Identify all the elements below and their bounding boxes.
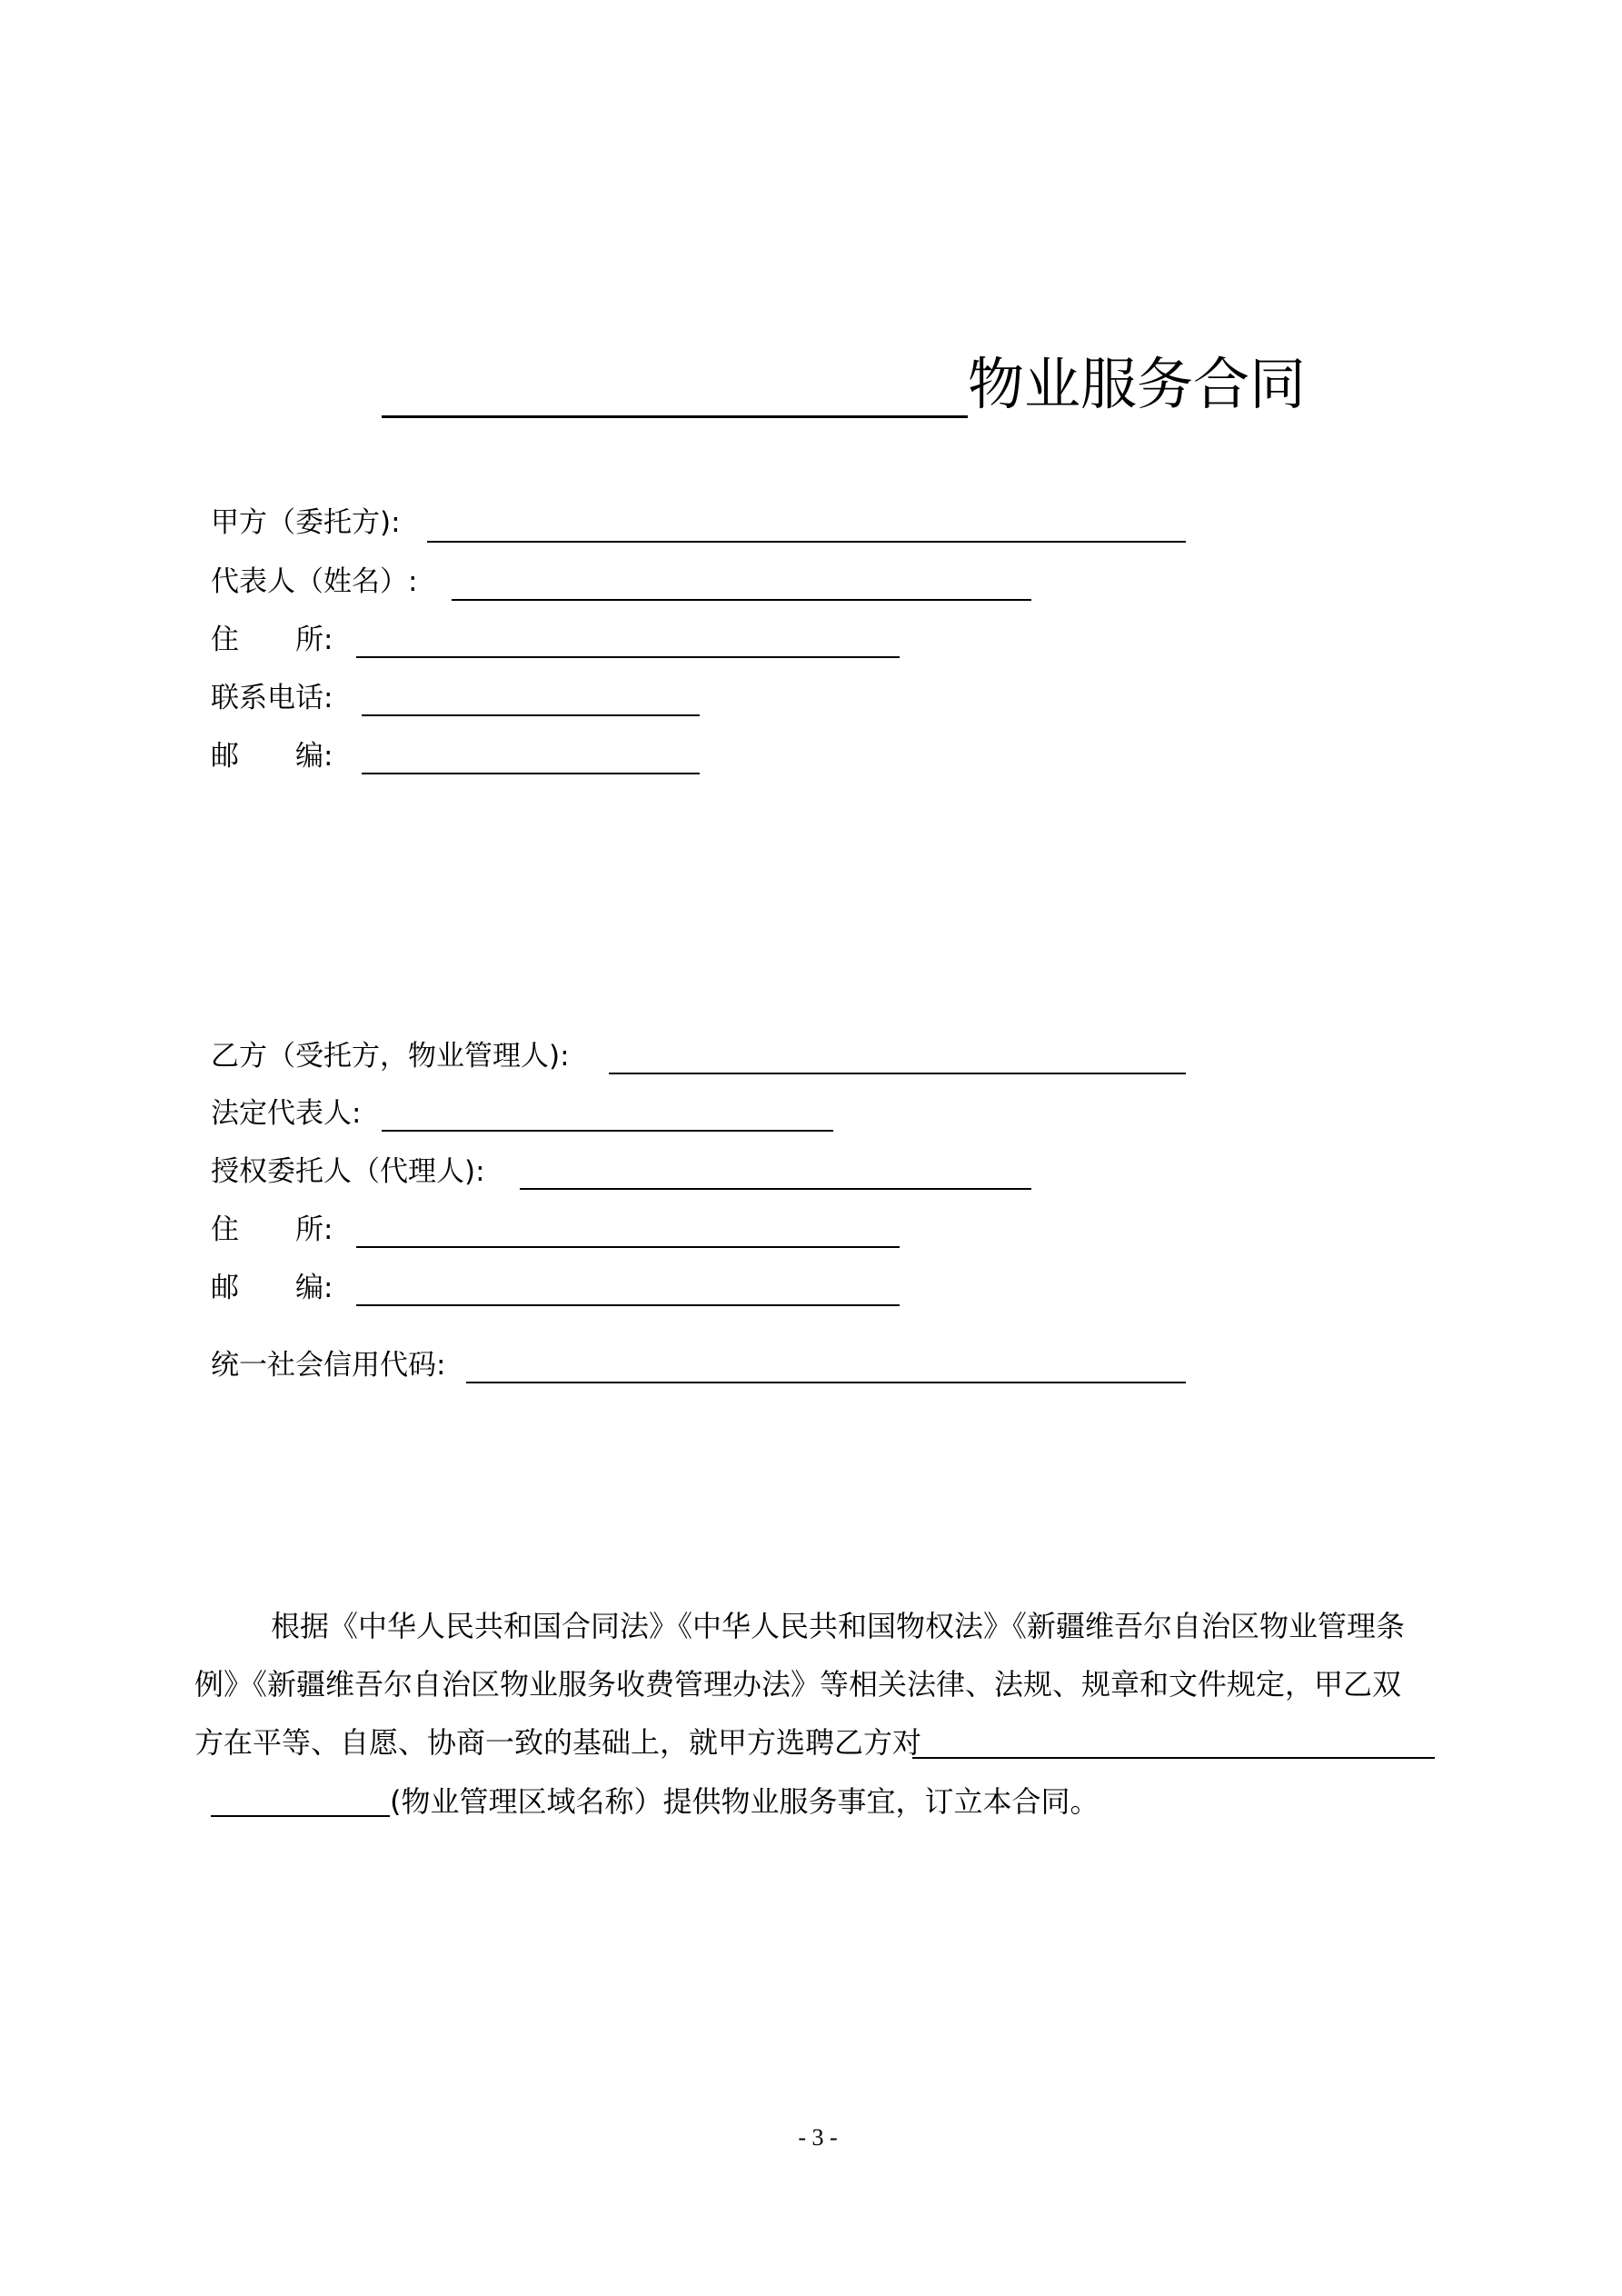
title-blank-line	[382, 415, 968, 418]
party-a-postcode-blank-line	[362, 773, 700, 774]
party-a-address-label: 住 所:	[211, 624, 333, 656]
party-b-label: 乙方（受托方，物业管理人):	[211, 1040, 570, 1073]
party-a-blank-line	[427, 541, 1186, 543]
party-a-phone-blank-line	[362, 714, 700, 716]
party-b-legal-rep-label: 法定代表人:	[211, 1097, 362, 1130]
party-b-agent-blank-line	[520, 1188, 1031, 1190]
property-area-name-blank-line	[211, 1815, 390, 1817]
preamble-line-4: (物业管理区域名称）提供物业服务事宜，订立本合同。	[390, 1784, 1100, 1819]
party-a-label: 甲方（委托方):	[211, 506, 401, 539]
property-area-blank-line	[912, 1757, 1435, 1759]
preamble-line-1: 根据《中华人民共和国合同法》《中华人民共和国物权法》《新疆维吾尔自治区物业管理条	[271, 1609, 1406, 1643]
party-a-representative-label: 代表人（姓名）:	[211, 565, 418, 598]
party-a-postcode-label: 邮 编:	[211, 740, 333, 773]
party-b-credit-code-label: 统一社会信用代码:	[211, 1349, 446, 1382]
party-b-postcode-blank-line	[356, 1304, 900, 1306]
document-title: 物业服务合同	[968, 351, 1307, 417]
party-b-legal-rep-blank-line	[382, 1130, 833, 1132]
preamble-line-2: 例》《新疆维吾尔自治区物业服务收费管理办法》等相关法律、法规、规章和文件规定，甲乙双	[194, 1667, 1402, 1702]
party-a-phone-label: 联系电话:	[211, 682, 333, 714]
preamble-line-3: 方在平等、自愿、协商一致的基础上，就甲方选聘乙方对	[194, 1725, 922, 1760]
party-b-credit-code-blank-line	[466, 1382, 1186, 1383]
party-b-agent-label: 授权委托人（代理人):	[211, 1155, 485, 1188]
party-b-postcode-label: 邮 编:	[211, 1272, 333, 1304]
party-a-representative-blank-line	[452, 599, 1031, 601]
party-a-address-blank-line	[356, 656, 900, 658]
party-b-address-label: 住 所:	[211, 1213, 333, 1246]
party-b-address-blank-line	[356, 1246, 900, 1248]
party-b-blank-line	[609, 1073, 1186, 1074]
page-number: - 3 -	[798, 2124, 838, 2151]
